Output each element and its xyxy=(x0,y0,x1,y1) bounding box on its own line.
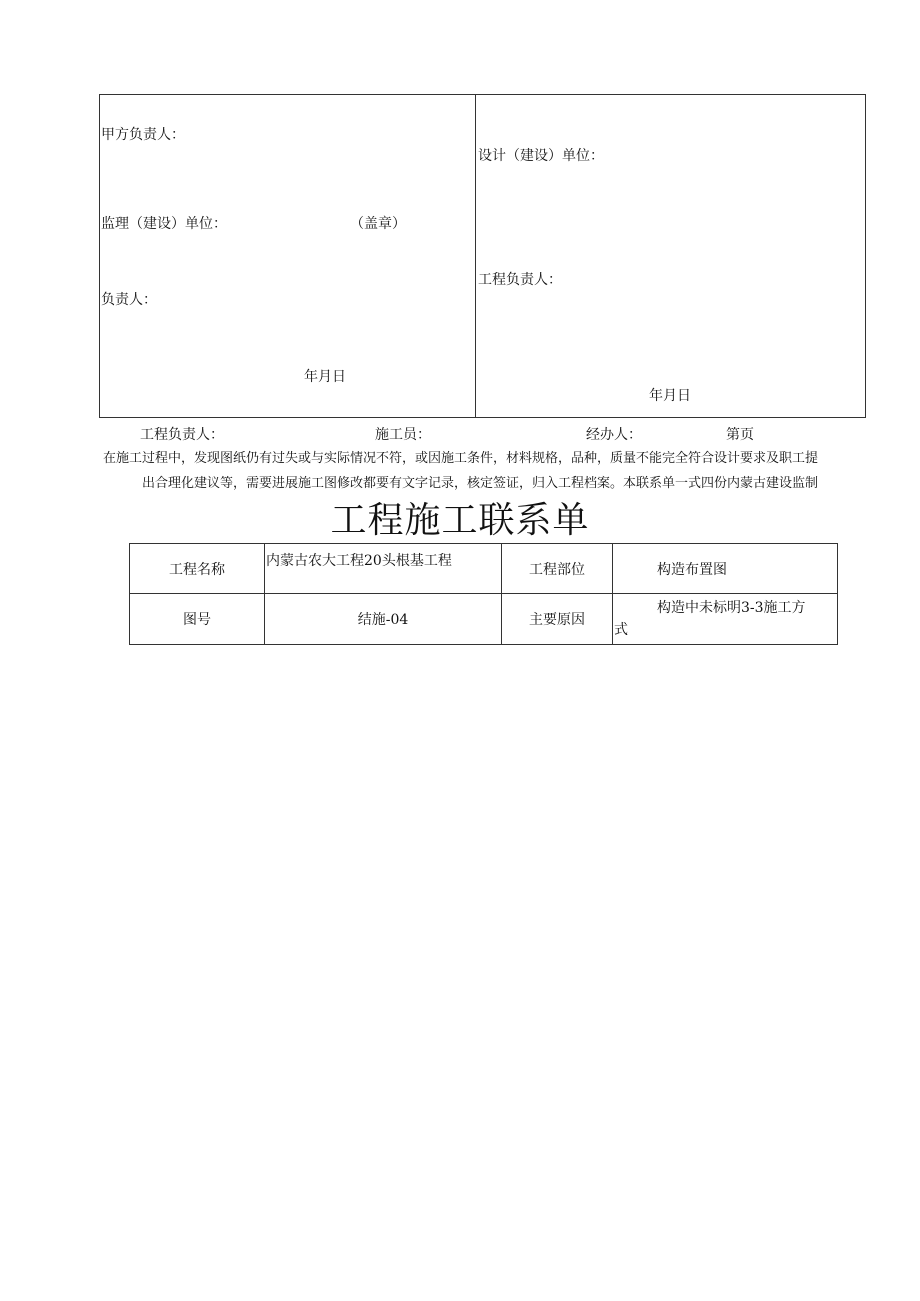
table-row xyxy=(130,544,838,594)
left-date-label: 年月日 xyxy=(304,369,346,385)
right-project-lead-label: 工程负责人： xyxy=(478,272,562,288)
party-a-lead-label: 甲方负责人： xyxy=(101,127,185,143)
signature-box xyxy=(99,94,866,418)
table-row xyxy=(130,594,838,645)
signature-divider xyxy=(475,94,476,418)
main-reason-label: 主要原因 xyxy=(502,594,613,645)
drawing-number-label: 图号 xyxy=(130,594,265,645)
project-name-value: 内蒙古农大工程20头根基工程 xyxy=(265,544,502,594)
footer-handler-label: 经办人： xyxy=(586,427,642,443)
main-reason-value xyxy=(613,594,838,645)
footer-constructor-label: 施工员： xyxy=(375,427,431,443)
responsible-label: 负责人： xyxy=(101,292,157,308)
seal-label: （盖章） xyxy=(350,216,406,232)
note-line-1: 在施工过程中，发现图纸仍有过失或与实际情况不符，或因施工条件，材料规格，品种，质量不能完全符合设计要求及职工提 xyxy=(103,451,819,466)
drawing-number-value: 结施-04 xyxy=(265,594,502,645)
project-name-label: 工程名称 xyxy=(130,544,265,594)
project-part-value: 构造布置图 xyxy=(613,544,838,594)
page-label: 第页 xyxy=(726,427,754,443)
note-line-2: 出合理化建议等，需要进展施工图修改都要有文字记录，核定签证，归入工程档案。本联系单一式四份内蒙古建设监制 xyxy=(142,476,819,491)
right-date-label: 年月日 xyxy=(649,388,691,404)
main-reason-line-1: 构造中未标明3-3施工方 xyxy=(657,600,806,616)
supervision-unit-label: 监理（建设）单位： xyxy=(101,216,227,232)
project-part-label: 工程部位 xyxy=(502,544,613,594)
form-title: 工程施工联系单 xyxy=(330,500,590,541)
design-unit-label: 设计（建设）单位： xyxy=(478,148,604,164)
footer-project-lead-label: 工程负责人： xyxy=(140,427,224,443)
info-table xyxy=(129,543,838,645)
main-reason-line-2: 式 xyxy=(614,622,628,638)
